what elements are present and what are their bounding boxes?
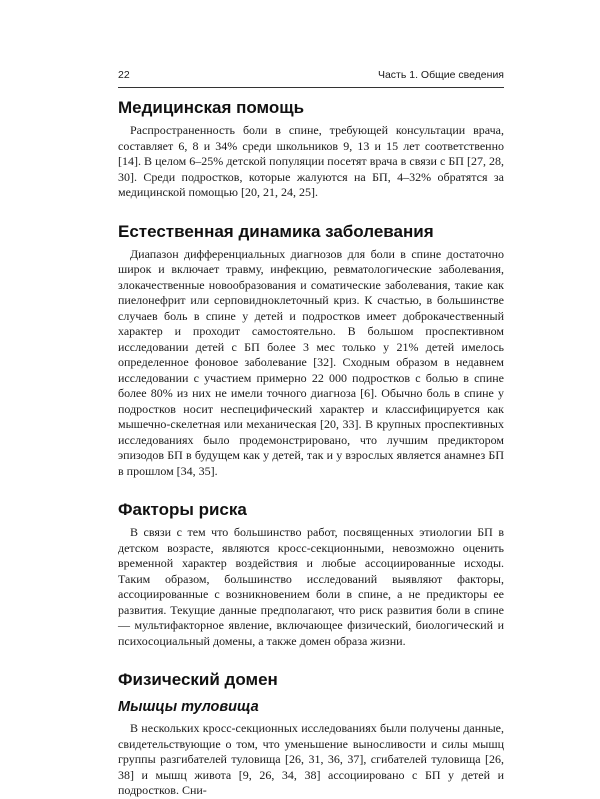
paragraph: В нескольких кросс-секционных исследованиях были получены данные, свидетельствующие о том, что уменьшение выносливости и силы мышц группы разгибателей туловища [26, 31, 36, 37], сгибателей туловища [26, 38] и мышц живота [9, 26, 34, 38] ассоциировано с БП у детей и подростков. Сни- [118,721,504,797]
section-heading: Физический домен [118,670,278,689]
section-risk-factors [118,499,504,649]
paragraph: Диапазон дифференциальных диагнозов для боли в спине достаточно широк и включает травму, инфекцию, ревматологические заболевания, злокачественные новообразования и соматические заболевания, такие как пиелонефрит или серповидноклеточный криз. К счастью, в большинстве случаев боль в спине у детей и подростков имеет доброкачественный характер и проходит самостоятельно. В большом проспективном исследовании детей с БП более 3 мес только у 21% детей имелось определенное фоновое заболевание [32]. Сходным образом в недавнем исследовании с участием примерно 22 000 подростков с болью в спине более 80% из них не имели точного диагноза [6]. Обычно боль в спине у подростков носит неспецифический характер и классифицируется как мышечно-скелетная или механическая [20, 33]. В крупных проспективных исследованиях было продемонстрировано, что лучшим предиктором эпизодов БП в будущем как у детей, так и у взрослых является анамнез БП в прошлом [34, 35]. [118,246,504,478]
section-heading: Факторы риска [118,500,247,519]
running-title: Часть 1. Общие сведения [377,69,504,81]
section-heading: Естественная динамика заболевания [118,221,434,241]
section-physical-domain [118,669,504,799]
page-number: 22 [118,69,130,81]
section-heading: Медицинская помощь [118,98,305,117]
page-header [118,69,504,85]
header-rule [118,87,504,88]
section-natural-course [118,221,504,480]
paragraph: В связи с тем что большинство работ, посвященных этиологии БП в детском возрасте, являются кросс-секционными, невозможно оценить временной характер воздействия и любые ассоциированные исходы. Таким образом, большинство исследований выявляют факторы, ассоциированные с возникновением боли в спине, а не предикторы ее развития. Текущие данные предполагают, что риск развития боли в спине — мультифакторное явление, включающее физический, биологический и психосоциальный домены, а также домен образа жизни. [118,525,504,648]
paragraph: Распространенность боли в спине, требующей консультации врача, составляет 6, 8 и 34% среди школьников 9, 13 и 15 лет соответственно [14]. В целом 6–25% детской популяции посетят врача в связи с БП [27, 28, 30]. Среди подростков, которые жалуются на БП, 4–32% обратятся за медицинской помощью [20, 21, 24, 25]. [118,123,504,199]
subsection-heading: Мышцы туловища [118,699,259,715]
page-content [118,92,504,799]
section-medical-care [118,97,504,201]
